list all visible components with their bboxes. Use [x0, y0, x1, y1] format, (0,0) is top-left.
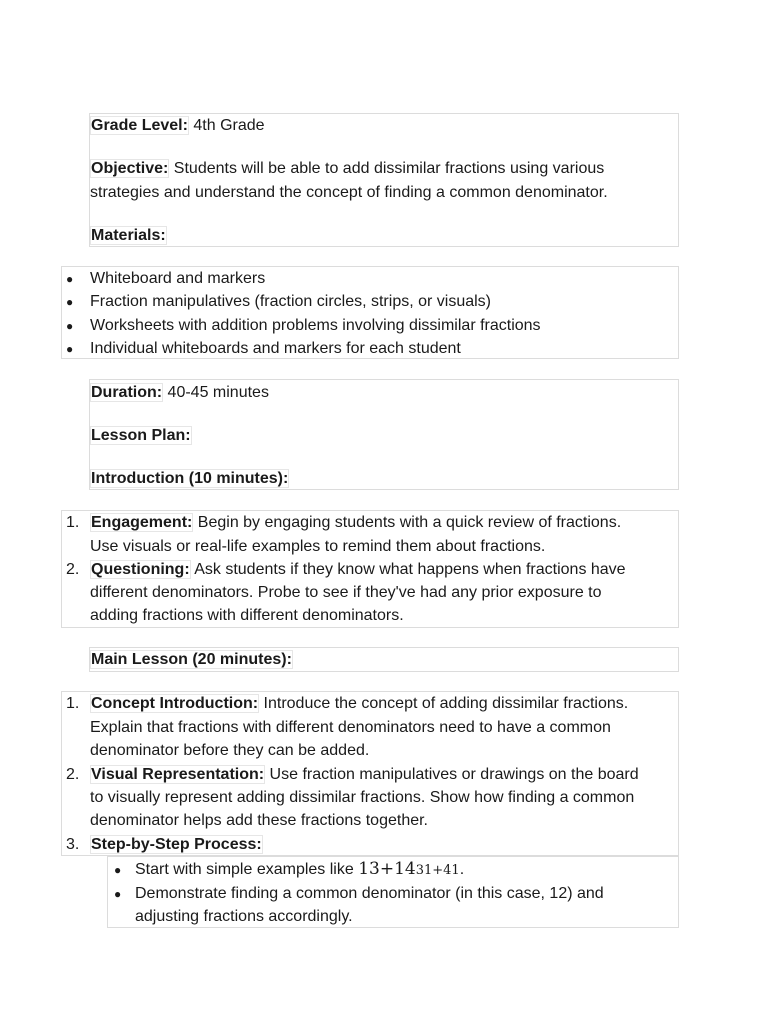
list-item-text: Begin by engaging students with a quick review of fractions.: [193, 514, 622, 531]
list-item: [90, 763, 639, 786]
lesson-plan-heading: Lesson Plan:: [91, 427, 191, 444]
objective-label: Objective:: [91, 160, 169, 177]
list-item-text: denominator helps add these fractions together.: [90, 812, 428, 829]
visual-representation-label: Visual Representation:: [91, 766, 265, 783]
list-item-text: to visually represent adding dissimilar fractions. Show how finding a common: [90, 789, 635, 806]
list-number: 2.: [66, 561, 80, 578]
list-item: [90, 692, 628, 715]
bullet-icon: ●: [66, 342, 74, 356]
list-item-text: Use fraction manipulatives or drawings on the board: [265, 766, 639, 783]
introduction-row: [90, 467, 289, 490]
grade-label: Grade Level:: [91, 117, 188, 134]
list-item-text: Use visuals or real-life examples to remind them about fractions.: [90, 538, 546, 555]
list-item-text: denominator before they can be added.: [90, 742, 370, 759]
objective-line1: Students will be able to add dissimilar fractions using various: [169, 160, 605, 177]
objective-line2: strategies and understand the concept of finding a common denominator.: [90, 184, 608, 201]
bullet-icon: ●: [66, 272, 74, 286]
concept-introduction-label: Concept Introduction:: [91, 695, 259, 712]
introduction-heading: Introduction (10 minutes):: [91, 470, 289, 487]
duration-row: [90, 381, 269, 404]
bullet-icon: ●: [114, 887, 122, 901]
lesson-plan-row: [90, 424, 192, 447]
main-lesson-row: [90, 648, 293, 671]
list-item: Worksheets with addition problems involving dissimilar fractions: [90, 317, 541, 334]
objective-row: [90, 157, 604, 180]
list-item-text: Ask students if they know what happens when fractions have: [190, 561, 626, 578]
main-lesson-heading: Main Lesson (20 minutes):: [91, 651, 292, 668]
list-item: [135, 858, 464, 882]
duration-value: 40-45 minutes: [163, 384, 269, 401]
list-item: [90, 558, 626, 581]
list-item: Whiteboard and markers: [90, 270, 266, 287]
grade-value: 4th Grade: [188, 117, 265, 134]
list-number: 1.: [66, 514, 80, 531]
list-item: [90, 833, 263, 856]
bullet-icon: ●: [114, 863, 122, 877]
grade-row: [90, 114, 265, 137]
list-item: [90, 511, 621, 534]
list-item: Individual whiteboards and markers for each student: [90, 340, 461, 357]
list-number: 3.: [66, 836, 80, 853]
list-item-text: Explain that fractions with different denominators need to have a common: [90, 719, 611, 736]
list-item-text: different denominators. Probe to see if they've had any prior exposure to: [90, 584, 602, 601]
list-item-text: Start with simple examples like: [135, 861, 359, 878]
math-expression: 13+14: [358, 859, 416, 879]
list-item: Fraction manipulatives (fraction circles, strips, or visuals): [90, 293, 492, 310]
bullet-icon: ●: [66, 319, 74, 333]
math-expression-small: 31+41: [415, 863, 460, 878]
list-item-text: Demonstrate finding a common denominator (in this case, 12) and: [135, 885, 604, 902]
list-number: 2.: [66, 766, 80, 783]
questioning-label: Questioning:: [91, 561, 190, 578]
list-item-text: adding fractions with different denominators.: [90, 607, 404, 624]
list-item-text: .: [459, 861, 465, 878]
list-number: 1.: [66, 695, 80, 712]
bullet-icon: ●: [66, 295, 74, 309]
duration-label: Duration:: [91, 384, 163, 401]
materials-label: Materials:: [91, 227, 166, 244]
step-by-step-label: Step-by-Step Process:: [91, 836, 262, 853]
list-item-text: adjusting fractions accordingly.: [135, 908, 353, 925]
list-item-text: Introduce the concept of adding dissimilar fractions.: [259, 695, 629, 712]
engagement-label: Engagement:: [91, 514, 193, 531]
materials-row: [90, 224, 167, 247]
